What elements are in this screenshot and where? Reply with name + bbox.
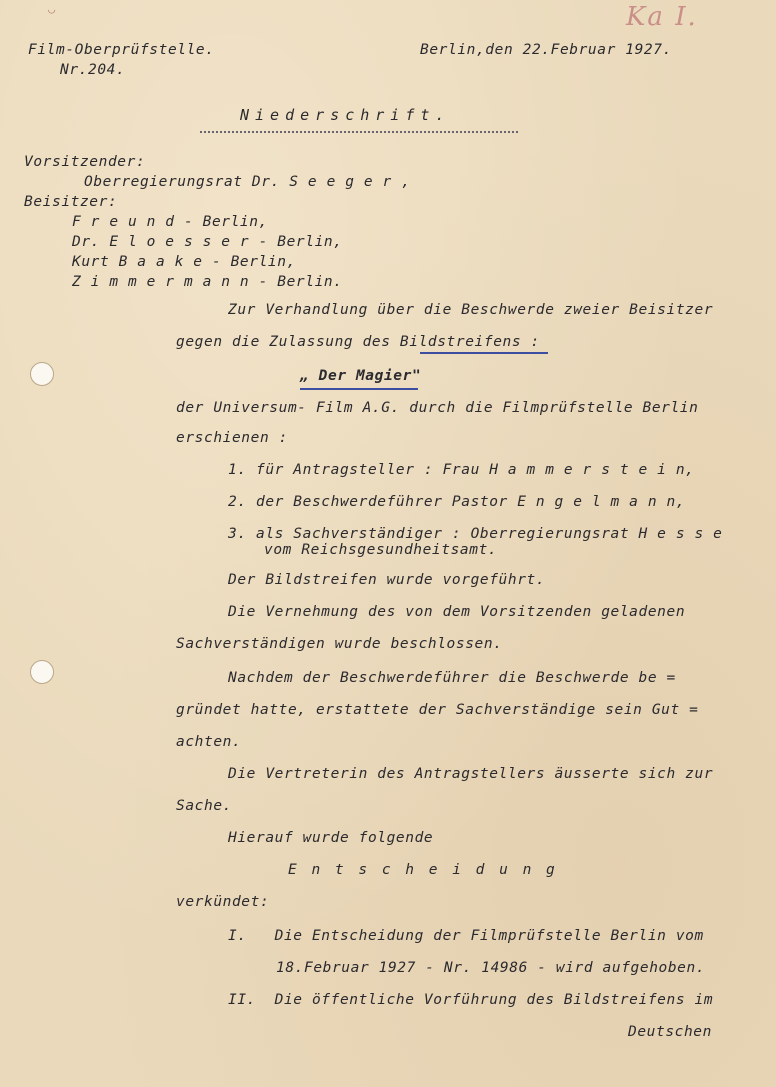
intro-line: der Universum- Film A.G. durch die Filmprüfstelle Berlin bbox=[176, 400, 699, 416]
document-title: Niederschrift. bbox=[240, 106, 451, 124]
paragraph-line: Nachdem der Beschwerdeführer die Beschwerde be = bbox=[228, 670, 676, 686]
paragraph-line: achten. bbox=[176, 734, 242, 750]
assessors-label: Beisitzer: bbox=[24, 194, 118, 210]
decision-heading: E n t s c h e i d u n g bbox=[288, 862, 558, 878]
pen-underline bbox=[420, 352, 548, 354]
page-continuation: Deutschen bbox=[628, 1024, 712, 1040]
punch-hole bbox=[30, 362, 54, 386]
appearance-item: 2. der Beschwerdeführer Pastor E n g e l m a n n, bbox=[228, 494, 686, 510]
paragraph-line: Die Vernehmung des von dem Vorsitzenden geladenen bbox=[228, 604, 686, 620]
assessor-item: Z i m m e r m a n n - Berlin. bbox=[72, 274, 343, 290]
paragraph-line: Sache. bbox=[176, 798, 232, 814]
intro-line: erschienen : bbox=[176, 430, 288, 446]
decision-item: II. Die öffentliche Vorführung des Bildstreifens im bbox=[228, 992, 714, 1008]
intro-line: Zur Verhandlung über die Beschwerde zweier Beisitzer bbox=[228, 302, 714, 318]
title-rule bbox=[200, 131, 518, 133]
paragraph-line: Der Bildstreifen wurde vorgeführt. bbox=[228, 572, 546, 588]
issuing-office: Film-Oberprüfstelle. bbox=[28, 42, 215, 58]
paragraph-line: Die Vertreterin des Antragstellers äusserte sich zur bbox=[228, 766, 714, 782]
document-number: Nr.204. bbox=[60, 62, 126, 78]
film-title: „ Der Magier" bbox=[300, 368, 422, 384]
appearance-item-cont: vom Reichsgesundheitsamt. bbox=[264, 542, 498, 558]
chair-label: Vorsitzender: bbox=[24, 154, 146, 170]
decision-item-cont: 18.Februar 1927 - Nr. 14986 - wird aufgehoben. bbox=[276, 960, 706, 976]
decision-item: I. Die Entscheidung der Filmprüfstelle Berlin vom bbox=[228, 928, 704, 944]
appearance-item: 1. für Antragsteller : Frau H a m m e r s t e i n, bbox=[228, 462, 695, 478]
intro-line: gegen die Zulassung des Bildstreifens : bbox=[176, 334, 540, 350]
corner-mark: ◡ bbox=[48, 2, 56, 16]
assessor-item: Kurt B a a k e - Berlin, bbox=[72, 254, 296, 270]
pen-underline bbox=[300, 388, 418, 390]
paragraph-line: Sachverständigen wurde beschlossen. bbox=[176, 636, 503, 652]
place-date: Berlin,den 22.Februar 1927. bbox=[420, 42, 672, 58]
chair-name: Oberregierungsrat Dr. S e e g e r , bbox=[84, 174, 411, 190]
paragraph-line: gründet hatte, erstattete der Sachverständige sein Gut = bbox=[176, 702, 699, 718]
pencil-annotation: Ka I. bbox=[626, 2, 698, 32]
punch-hole bbox=[30, 660, 54, 684]
appearance-item: 3. als Sachverständiger : Oberregierungsrat H e s s e bbox=[228, 526, 723, 542]
assessor-item: F r e u n d - Berlin, bbox=[72, 214, 268, 230]
assessor-item: Dr. E l o e s s e r - Berlin, bbox=[72, 234, 343, 250]
announced-label: verkündet: bbox=[176, 894, 270, 910]
paragraph-line: Hierauf wurde folgende bbox=[228, 830, 434, 846]
